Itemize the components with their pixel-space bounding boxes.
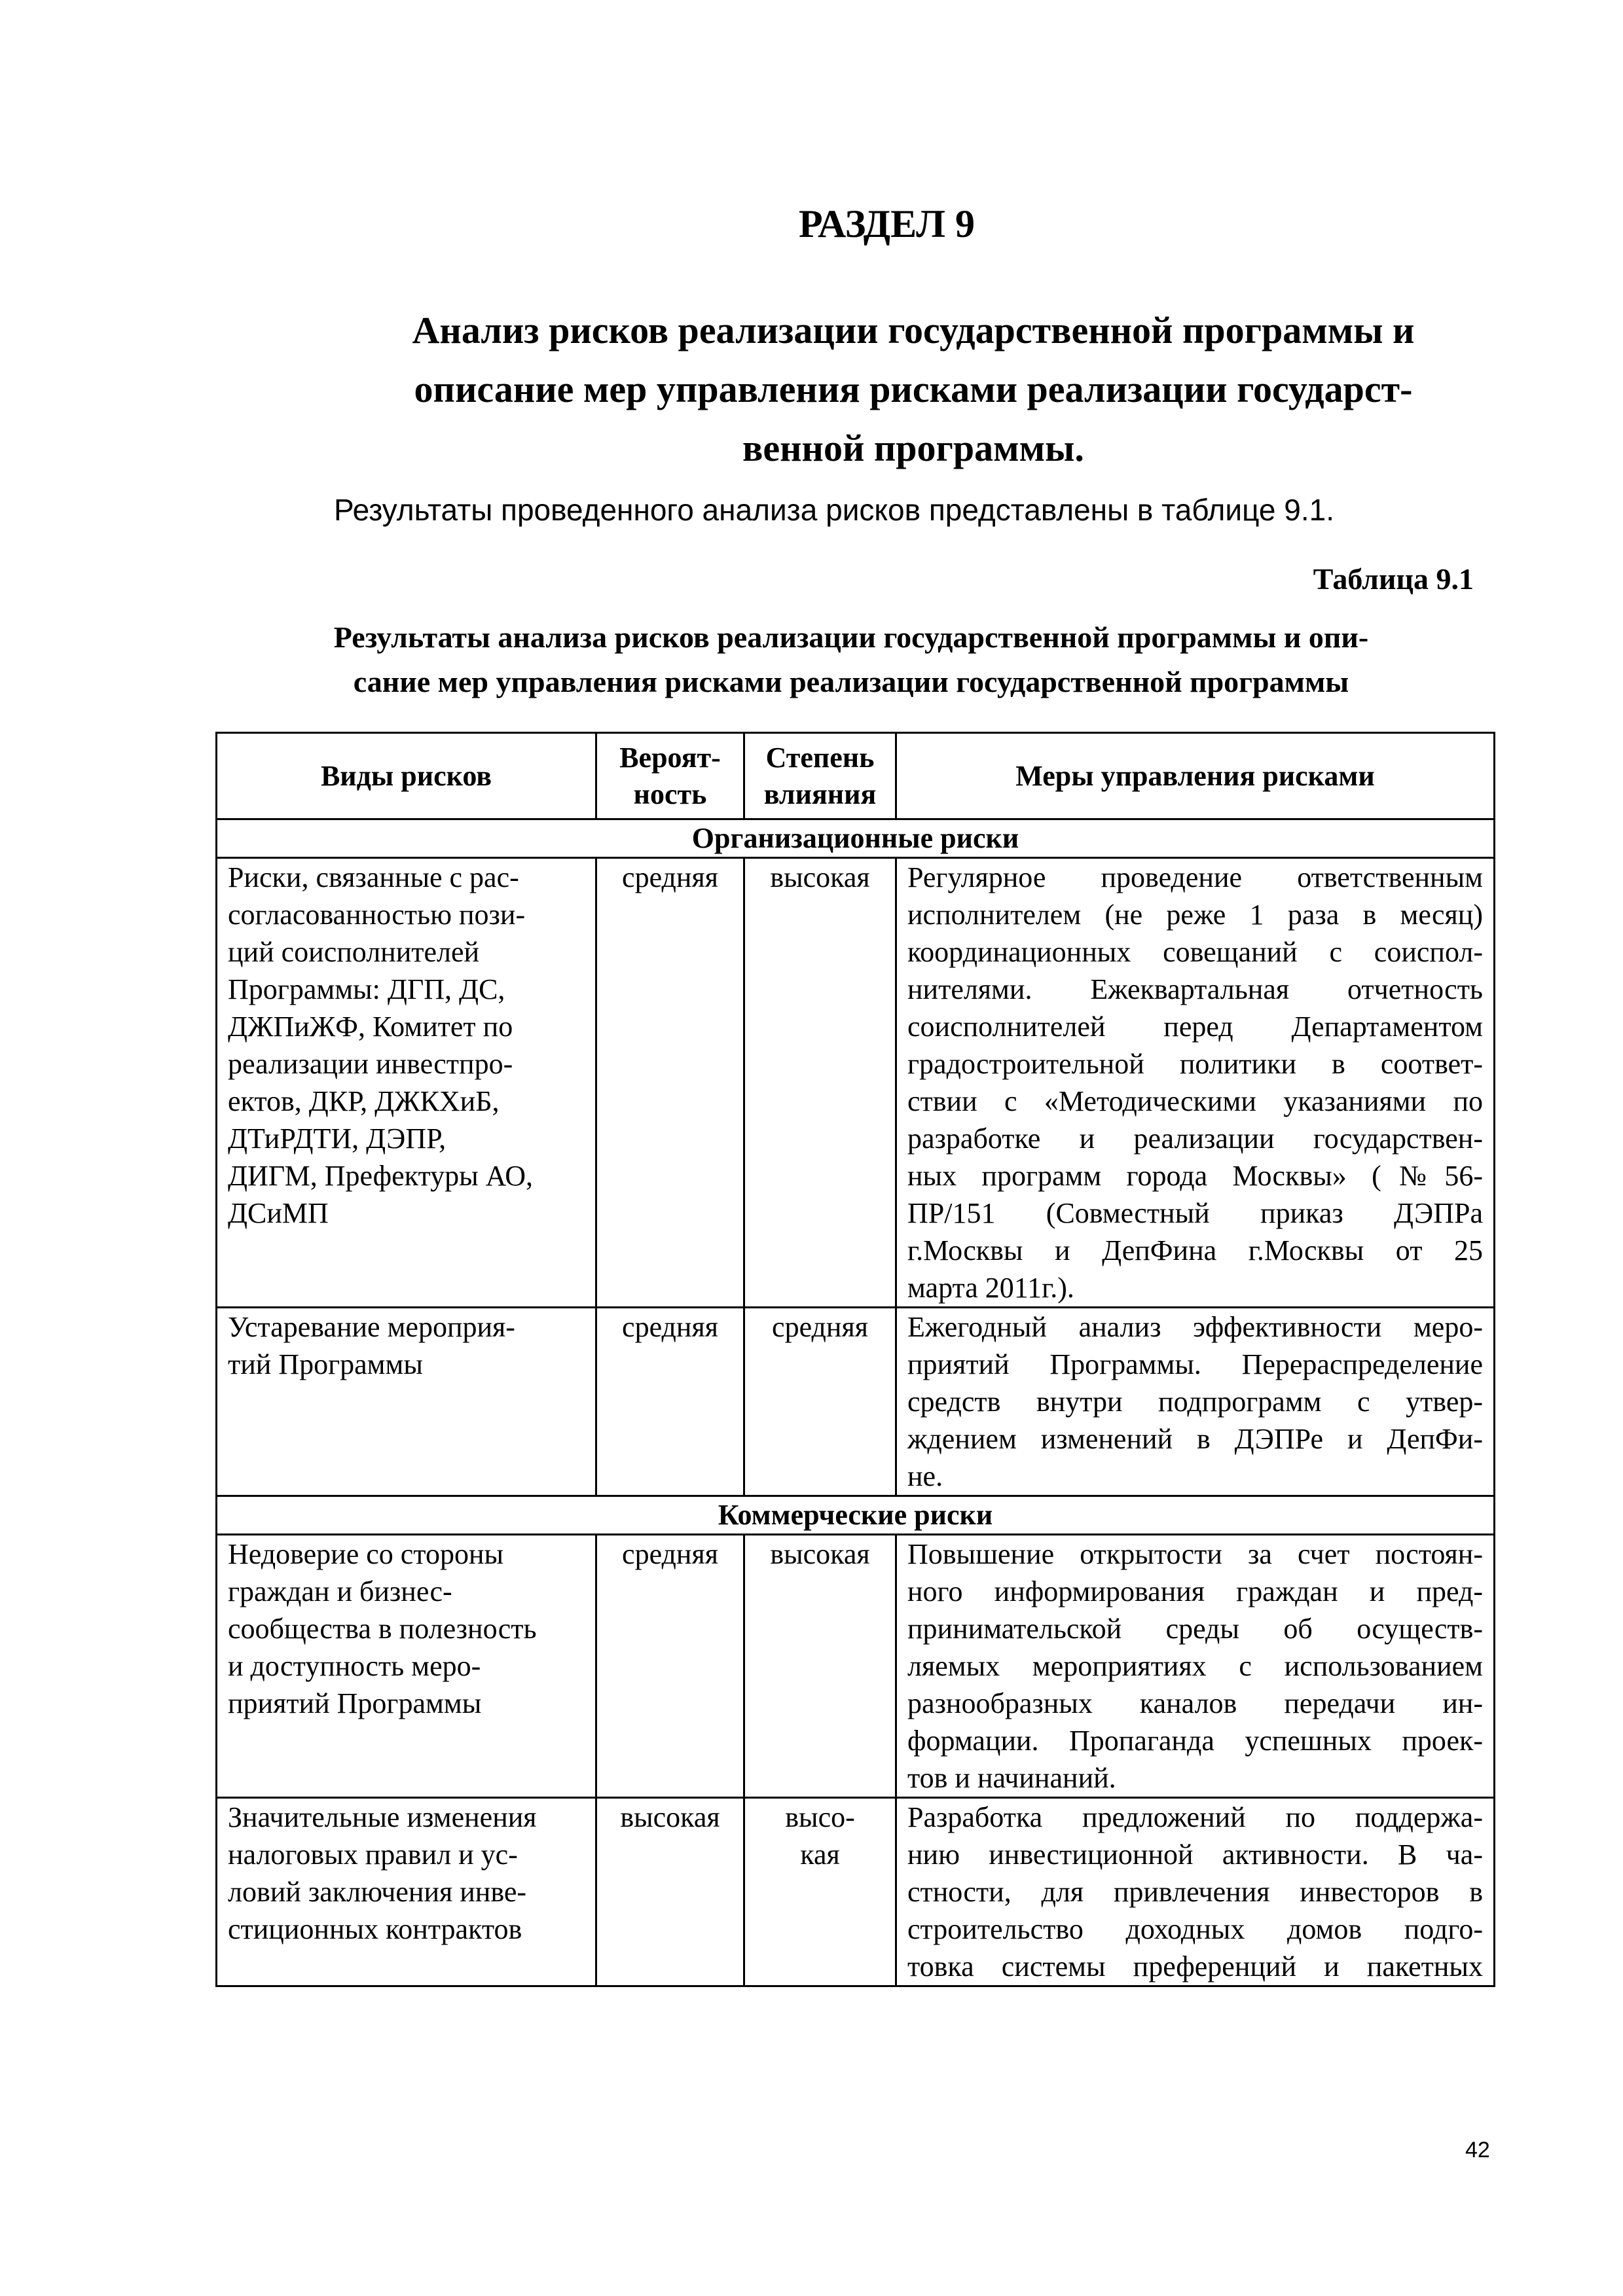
measures-line: разнообразных каналов передачи ин- [907,1687,1483,1719]
risk-name-line: приятий Программы [228,1687,482,1719]
table-number: Таблица 9.1 [1313,562,1474,596]
measures-cell [896,1798,1495,1986]
measures-line: ного информирования граждан и пред- [907,1575,1483,1607]
risk-name-line: Риски, связанные с рас- [228,861,519,893]
measures-line: ствии с «Методическими указаниями по [907,1085,1483,1117]
measures-line: г.Москвы и ДепФина г.Москвы от 25 [907,1234,1483,1266]
intro-text: Результаты проведенного анализа рисков представлены в таблице 9.1. [334,493,1335,527]
risk-name-line: ДИГМ, Префектуры АО, [228,1160,534,1192]
measures-line: не. [907,1460,943,1492]
risk-name-line: ДТиРДТИ, ДЭПР, [228,1122,447,1155]
measures-line: Ежегодный анализ эффективности меро- [907,1311,1483,1343]
measures-line: нителями. Ежеквартальная отчетность [907,973,1483,1005]
risk-name-line: Программы: ДГП, ДС, [228,973,505,1005]
group-title: Организационные риски [217,819,1495,858]
table-body [217,819,1495,1986]
risk-name-line: граждан и бизнес- [228,1575,452,1607]
risk-name-cell [217,1798,596,1986]
header-probability-line: Вероят- [619,741,721,774]
header-measures: Меры управления рисками [896,733,1495,819]
risk-name-line: согласованностью пози- [228,899,526,931]
measures-line: Разработка предложений по поддержа- [907,1801,1483,1833]
table-row [217,858,1495,1308]
table-header-row [217,733,1495,819]
risk-name-line: ций соисполнителей [228,936,480,968]
main-title-line: Анализ рисков реализации государственной программы и [412,309,1415,351]
measures-line: приятий Программы. Перераспределение [907,1348,1483,1380]
probability-cell: средняя [596,858,744,1308]
header-probability [596,733,744,819]
measures-line: ных программ города Москвы» (№56- [907,1160,1483,1192]
main-title-line: венной программы. [742,427,1084,469]
measures-line: ПР/151 (Совместный приказ ДЭПРа [907,1197,1483,1229]
measures-line: товка системы преференций и пакетных [907,1950,1483,1982]
measures-line: нию инвестиционной активности. В ча- [907,1839,1483,1871]
header-impact-line: Степень [765,741,875,774]
risk-name-line: реализации инвестпро- [228,1048,513,1080]
risk-name-cell [217,1308,596,1496]
measures-cell [896,1535,1495,1798]
measures-line: тов и начинаний. [907,1762,1116,1794]
measures-line: средств внутри подпрограмм с утвер- [907,1386,1483,1418]
page-number: 42 [1465,2138,1490,2162]
measures-line: координационных совещаний с соиспол- [907,936,1483,968]
measures-line: марта 2011г.). [907,1272,1074,1304]
measures-line: ляемых мероприятиях с использованием [907,1650,1483,1682]
risk-name-cell [217,1535,596,1798]
risk-name-line: стиционных контрактов [228,1913,522,1945]
risk-name-line: ектов, ДКР, ДЖКХиБ, [228,1085,500,1117]
section-heading: РАЗДЕЛ 9 [798,202,976,245]
header-risk-type: Виды рисков [217,733,596,819]
measures-line: принимательской среды об осуществ- [907,1613,1483,1645]
header-impact [744,733,896,819]
risk-name-line: Устаревание мероприя- [228,1311,515,1343]
impact-line: кая [800,1839,840,1871]
table-caption-line: сание мер управления рисками реализации государственной программы [353,665,1349,698]
risk-name-line: налоговых правил и ус- [228,1839,518,1871]
impact-cell [744,858,896,1308]
impact-line: высокая [770,861,870,893]
risk-name-line: и доступность меро- [228,1650,481,1682]
header-impact-line: влияния [763,778,877,810]
measures-line: Повышение открытости за счет постоян- [907,1538,1483,1570]
measures-line: стности, для привлечения инвесторов в [907,1876,1483,1908]
main-title-line: описание мер управления рисками реализации государст- [414,368,1413,410]
risk-name-line: ловий заключения инве- [228,1876,527,1908]
impact-cell [744,1798,896,1986]
risk-name-line: сообщества в полезность [228,1613,537,1645]
measures-line: разработке и реализации государствен- [907,1122,1483,1155]
measures-cell [896,1308,1495,1496]
risk-name-line: Значительные изменения [228,1801,537,1833]
measures-line: градостроительной политики в соответ- [907,1048,1483,1080]
risk-name-line: тий Программы [228,1348,423,1380]
risk-name-cell [217,858,596,1308]
risk-name-line: ДЖПиЖФ, Комитет по [228,1011,513,1043]
measures-line: соисполнителей перед Департаментом [907,1011,1483,1043]
impact-cell [744,1308,896,1496]
main-title [314,301,1512,478]
group-title: Коммерческие риски [217,1496,1495,1535]
measures-line: строительство доходных домов подго- [907,1913,1483,1945]
header-probability-line: ность [633,778,707,810]
table-row [217,1308,1495,1496]
impact-line: средняя [772,1311,868,1343]
group-row [217,1496,1495,1535]
table-row [217,1798,1495,1986]
impact-line: высо- [785,1801,855,1833]
measures-line: формации. Пропаганда успешных проек- [907,1725,1483,1757]
measures-line: Регулярное проведение ответственным [907,861,1483,893]
risk-name-line: Недоверие со стороны [228,1538,504,1570]
table-caption [216,615,1486,704]
impact-cell [744,1535,896,1798]
group-row [217,819,1495,858]
measures-line: ждением изменений в ДЭПРе и ДепФи- [907,1423,1483,1455]
table-row [217,1535,1495,1798]
probability-cell: высокая [596,1798,744,1986]
risk-name-line: ДСиМП [228,1197,329,1229]
probability-cell: средняя [596,1308,744,1496]
probability-cell: средняя [596,1535,744,1798]
measures-cell [896,858,1495,1308]
impact-line: высокая [770,1538,870,1570]
table-caption-line: Результаты анализа рисков реализации государственной программы и опи- [333,620,1369,654]
risk-table [215,732,1495,1987]
measures-line: исполнителем (не реже 1 раза в месяц) [907,899,1483,931]
